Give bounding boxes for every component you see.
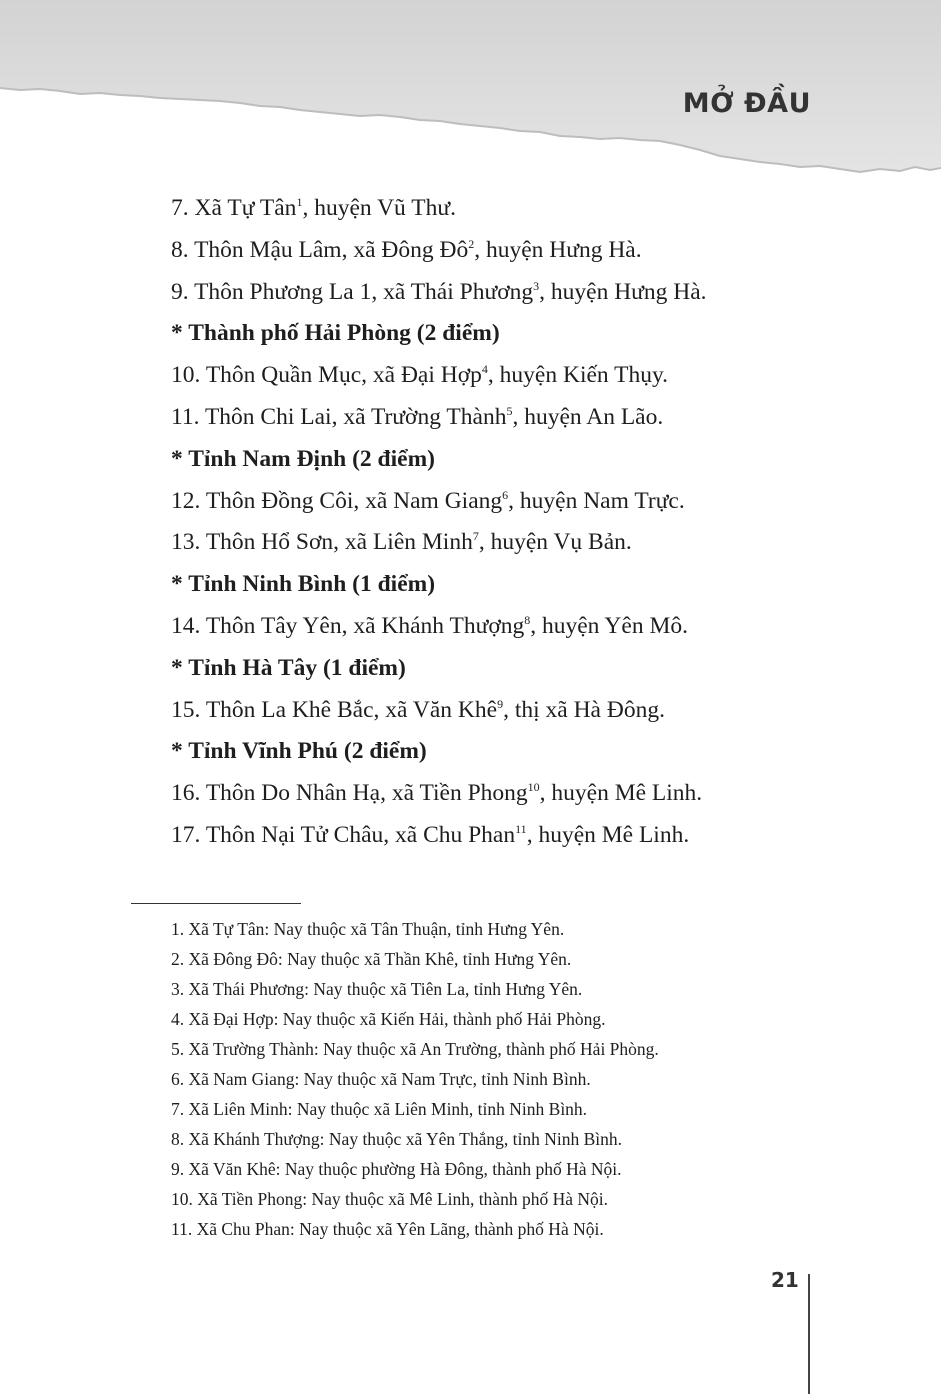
list-item-text: * Tỉnh Vĩnh Phú (2 điểm) <box>171 738 427 765</box>
list-item-tail: , huyện Nam Trực. <box>508 487 685 514</box>
list-item-tail: , huyện An Lão. <box>512 403 664 430</box>
list-item-text: 13. Thôn Hổ Sơn, xã Liên Minh <box>171 529 473 556</box>
section-heading <box>171 313 851 355</box>
list-item-text: 15. Thôn La Khê Bắc, xã Văn Khê <box>171 696 498 723</box>
section-heading <box>171 439 851 481</box>
list-item-tail: , thị xã Hà Đông. <box>503 696 665 723</box>
list-item-text: 10. Thôn Quần Mục, xã Đại Hợp <box>171 362 482 389</box>
footnote-ref: 6 <box>502 487 509 502</box>
footnote: 9. Xã Văn Khê: Nay thuộc phường Hà Đông, thành phố Hà Nội. <box>171 1159 622 1179</box>
footnote: 10. Xã Tiền Phong: Nay thuộc xã Mê Linh, thành phố Hà Nội. <box>171 1189 608 1209</box>
list-item-tail: , huyện Hưng Hà. <box>539 278 707 305</box>
margin-rule <box>808 1274 810 1394</box>
footnote-ref: 4 <box>481 362 488 377</box>
list-item <box>171 773 851 815</box>
list-item-tail: , huyện Mê Linh. <box>539 780 703 807</box>
list-item-text: 16. Thôn Do Nhân Hạ, xã Tiền Phong <box>171 780 528 807</box>
list-item-tail: , huyện Kiến Thụy. <box>487 362 669 389</box>
footnote-ref: 7 <box>472 529 479 544</box>
section-heading <box>171 564 851 606</box>
list-item-text: 14. Thôn Tây Yên, xã Khánh Thượng <box>171 612 525 639</box>
footnote-ref: 1 <box>296 195 303 209</box>
list-item <box>171 272 851 314</box>
list-item-tail: , huyện Hưng Hà. <box>474 236 642 263</box>
list-item <box>171 397 851 439</box>
list-item-text: 12. Thôn Đồng Côi, xã Nam Giang <box>171 487 503 514</box>
footnote-ref: 2 <box>468 236 475 251</box>
list-item-text: 8. Thôn Mậu Lâm, xã Đông Đô <box>171 236 469 263</box>
list-item-text: * Thành phố Hải Phòng (2 điểm) <box>171 320 500 347</box>
chapter-title: MỞ ĐẦU <box>682 88 811 119</box>
list-item <box>171 230 851 272</box>
footnote: 6. Xã Nam Giang: Nay thuộc xã Nam Trực, tỉnh Ninh Bình. <box>171 1069 591 1089</box>
footnote: 11. Xã Chu Phan: Nay thuộc xã Yên Lãng, thành phố Hà Nội. <box>171 1219 604 1239</box>
footnote-ref: 10 <box>527 780 540 795</box>
list-item-text: * Tỉnh Ninh Bình (1 điểm) <box>171 571 436 598</box>
list-item-text: 17. Thôn Nại Tử Châu, xã Chu Phan <box>171 821 516 848</box>
section-heading <box>171 648 851 690</box>
footnote: 2. Xã Đông Đô: Nay thuộc xã Thần Khê, tỉnh Hưng Yên. <box>171 949 572 969</box>
footnote-separator <box>131 903 301 904</box>
list-item <box>171 815 851 857</box>
list-item <box>171 690 851 732</box>
section-heading <box>171 731 851 773</box>
list-item <box>171 355 851 397</box>
footnote: 8. Xã Khánh Thượng: Nay thuộc xã Yên Thắng, tỉnh Ninh Bình. <box>171 1129 622 1149</box>
list-item <box>171 522 851 564</box>
footnote-ref: 8 <box>524 612 531 627</box>
list-item-text: 7. Xã Tự Tân <box>171 195 297 221</box>
footnote: 5. Xã Trường Thành: Nay thuộc xã An Trường, thành phố Hải Phòng. <box>171 1039 659 1059</box>
list-item-tail: , huyện Vụ Bản. <box>478 529 632 556</box>
list-item-tail: , huyện Yên Mô. <box>530 612 688 639</box>
list-item <box>171 188 851 230</box>
footnote: 3. Xã Thái Phương: Nay thuộc xã Tiên La, tỉnh Hưng Yên. <box>171 979 583 999</box>
list-item-text: 11. Thôn Chi Lai, xã Trường Thành <box>171 403 507 430</box>
main-list <box>171 188 851 857</box>
footnote-list <box>171 914 871 1244</box>
list-item-tail: , huyện Vũ Thư. <box>302 195 456 221</box>
footnote-ref: 3 <box>533 278 540 293</box>
list-item-text: * Tỉnh Nam Định (2 điểm) <box>171 445 435 472</box>
list-item-text: * Tỉnh Hà Tây (1 điểm) <box>171 654 406 681</box>
list-item <box>171 606 851 648</box>
footnote-ref: 9 <box>497 696 504 711</box>
list-item-tail: , huyện Mê Linh. <box>526 821 690 848</box>
list-item <box>171 481 851 523</box>
page-number: 21 <box>771 1268 799 1292</box>
footnote: 4. Xã Đại Hợp: Nay thuộc xã Kiến Hải, thành phố Hải Phòng. <box>171 1009 606 1029</box>
footnote-ref: 5 <box>506 403 513 418</box>
footnote: 7. Xã Liên Minh: Nay thuộc xã Liên Minh, tỉnh Ninh Bình. <box>171 1099 588 1119</box>
list-item-text: 9. Thôn Phương La 1, xã Thái Phương <box>171 278 534 305</box>
footnote: 1. Xã Tự Tân: Nay thuộc xã Tân Thuận, tỉnh Hưng Yên. <box>171 919 565 939</box>
footnote-ref: 11 <box>515 821 527 836</box>
